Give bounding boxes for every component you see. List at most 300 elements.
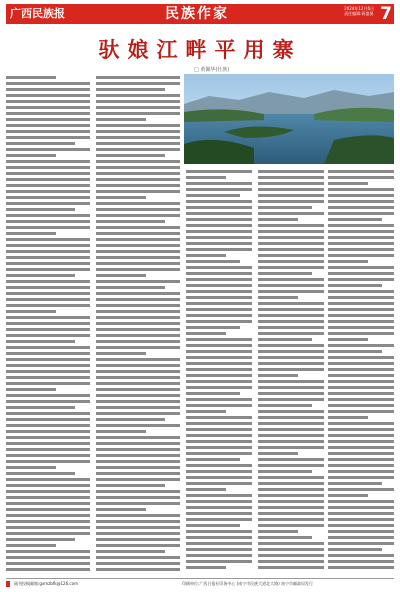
- text-line: [258, 224, 324, 227]
- text-line: [328, 398, 394, 401]
- text-line: [258, 410, 324, 413]
- text-line: [328, 356, 394, 359]
- text-line: [328, 554, 394, 557]
- text-line: [258, 482, 324, 485]
- text-line: [258, 284, 324, 287]
- text-line: [96, 340, 180, 343]
- text-line: [6, 400, 90, 403]
- text-line: [6, 436, 90, 439]
- text-line: [186, 482, 252, 485]
- text-line: [96, 442, 180, 445]
- text-line: [328, 428, 394, 431]
- text-line: [96, 280, 180, 283]
- text-line: [328, 434, 394, 437]
- text-line: [6, 382, 90, 385]
- text-line: [96, 256, 180, 259]
- text-line: [328, 416, 368, 419]
- text-line: [6, 364, 90, 367]
- text-line: [186, 182, 252, 185]
- text-line: [186, 368, 252, 371]
- text-line: [186, 206, 252, 209]
- text-line: [258, 314, 324, 317]
- issue-date: 2024年12月6日: [344, 6, 374, 11]
- text-line: [6, 370, 90, 373]
- text-line: [6, 220, 90, 223]
- text-line: [258, 440, 324, 443]
- text-line: [6, 82, 90, 85]
- text-line: [258, 296, 298, 299]
- text-line: [6, 244, 90, 247]
- text-line: [328, 296, 394, 299]
- text-line: [186, 350, 252, 353]
- text-line: [96, 430, 146, 433]
- text-line: [96, 292, 180, 295]
- text-line: [96, 466, 180, 469]
- text-line: [328, 212, 394, 215]
- text-line: [328, 482, 382, 485]
- text-line: [328, 200, 394, 203]
- text-line: [186, 260, 240, 263]
- paper-name: 广西民族报: [10, 7, 65, 20]
- text-line: [186, 188, 252, 191]
- text-line: [258, 254, 324, 257]
- text-line: [96, 166, 180, 169]
- text-line: [96, 106, 180, 109]
- text-line: [96, 394, 180, 397]
- text-line: [328, 188, 394, 191]
- text-line: [186, 290, 252, 293]
- text-line: [258, 404, 312, 407]
- text-line: [328, 458, 394, 461]
- text-line: [6, 484, 90, 487]
- text-line: [6, 376, 90, 379]
- text-line: [328, 410, 394, 413]
- text-line: [258, 476, 324, 479]
- text-line: [96, 286, 165, 289]
- text-line: [258, 272, 312, 275]
- text-line: [328, 548, 382, 551]
- text-line: [6, 166, 90, 169]
- text-line: [258, 458, 324, 461]
- text-line: [96, 358, 180, 361]
- editor-credit: 责任编辑:蒋盛贤: [344, 11, 374, 16]
- text-line: [328, 272, 394, 275]
- text-line: [186, 374, 252, 377]
- text-line: [6, 544, 56, 547]
- text-line: [96, 400, 180, 403]
- text-line: [186, 230, 252, 233]
- text-line: [96, 148, 180, 151]
- text-line: [96, 220, 165, 223]
- text-line: [258, 290, 324, 293]
- date-block: [344, 6, 374, 16]
- text-line: [328, 266, 394, 269]
- text-line: [6, 274, 75, 277]
- text-line: [186, 218, 252, 221]
- text-line: [6, 460, 90, 463]
- text-line: [6, 556, 90, 559]
- text-line: [258, 500, 324, 503]
- text-line: [328, 320, 394, 323]
- text-line: [6, 226, 90, 229]
- text-line: [6, 304, 90, 307]
- text-line: [328, 440, 394, 443]
- text-line: [258, 494, 324, 497]
- text-line: [96, 160, 180, 163]
- text-line: [6, 298, 90, 301]
- text-line: [6, 424, 90, 427]
- text-line: [6, 208, 75, 211]
- text-line: [6, 316, 90, 319]
- text-line: [96, 208, 180, 211]
- text-line: [6, 430, 90, 433]
- article-byline: □ 黄佩华(壮族): [194, 67, 230, 73]
- text-line: [6, 196, 90, 199]
- text-line: [6, 160, 90, 163]
- text-line: [186, 284, 252, 287]
- text-line: [186, 512, 252, 515]
- printer-info: 印刷单位:广西日报社印务中心 (南宁市民族大道北大路) 南宁市邮政局发行: [182, 581, 314, 586]
- text-line: [96, 418, 165, 421]
- text-line: [328, 392, 394, 395]
- text-line: [328, 254, 394, 257]
- text-line: [96, 544, 180, 547]
- text-line: [96, 190, 180, 193]
- text-line: [6, 340, 75, 343]
- text-line: [6, 118, 90, 121]
- text-line: [258, 380, 324, 383]
- text-line: [6, 388, 56, 391]
- text-line: [96, 310, 180, 313]
- text-line: [328, 218, 382, 221]
- text-line: [328, 230, 394, 233]
- text-line: [96, 154, 165, 157]
- text-line: [258, 242, 324, 245]
- text-line: [258, 368, 324, 371]
- text-line: [96, 76, 180, 79]
- text-line: [258, 338, 312, 341]
- text-line: [328, 194, 394, 197]
- text-line: [186, 314, 252, 317]
- text-line: [6, 88, 90, 91]
- text-line: [96, 130, 180, 133]
- text-line: [186, 434, 252, 437]
- text-line: [6, 142, 75, 145]
- text-line: [6, 106, 90, 109]
- text-line: [258, 446, 324, 449]
- article-title: 驮娘江畔平用寨: [98, 37, 302, 62]
- text-line: [186, 386, 252, 389]
- text-line: [6, 148, 90, 151]
- text-line: [96, 508, 146, 511]
- text-line: [258, 218, 298, 221]
- text-line: [328, 338, 368, 341]
- text-line: [258, 518, 324, 521]
- text-line: [258, 194, 324, 197]
- text-line: [258, 434, 324, 437]
- text-line: [328, 518, 394, 521]
- text-line: [186, 272, 252, 275]
- text-line: [258, 188, 324, 191]
- text-column-4: [258, 170, 324, 574]
- text-line: [328, 452, 394, 455]
- text-column-2: [96, 76, 180, 574]
- text-line: [96, 196, 146, 199]
- text-line: [96, 316, 180, 319]
- text-line: [6, 454, 90, 457]
- text-line: [6, 502, 90, 505]
- text-line: [96, 232, 180, 235]
- text-line: [96, 460, 180, 463]
- text-line: [328, 500, 394, 503]
- text-line: [6, 346, 90, 349]
- text-line: [258, 530, 298, 533]
- text-line: [258, 386, 324, 389]
- text-line: [96, 388, 180, 391]
- text-line: [96, 526, 180, 529]
- text-line: [186, 170, 252, 173]
- text-line: [6, 250, 90, 253]
- text-line: [6, 214, 90, 217]
- text-line: [328, 260, 368, 263]
- text-line: [6, 358, 90, 361]
- text-line: [186, 308, 252, 311]
- text-line: [258, 548, 324, 551]
- text-line: [96, 376, 180, 379]
- text-line: [258, 182, 324, 185]
- text-line: [6, 322, 90, 325]
- text-line: [186, 428, 252, 431]
- text-line: [96, 322, 180, 325]
- text-line: [186, 476, 252, 479]
- text-line: [96, 478, 180, 481]
- text-line: [328, 536, 394, 539]
- text-line: [6, 496, 90, 499]
- footer-accent: [6, 581, 10, 587]
- text-line: [6, 514, 90, 517]
- text-line: [258, 200, 324, 203]
- text-line: [96, 502, 180, 505]
- text-line: [96, 118, 146, 121]
- text-line: [186, 518, 252, 521]
- text-line: [6, 568, 90, 571]
- text-line: [6, 280, 90, 283]
- text-line: [96, 514, 180, 517]
- text-line: [96, 238, 180, 241]
- text-line: [328, 386, 394, 389]
- text-line: [96, 304, 180, 307]
- text-line: [6, 490, 90, 493]
- text-column-3: [186, 170, 252, 574]
- text-line: [258, 308, 324, 311]
- text-line: [258, 512, 324, 515]
- text-line: [186, 332, 226, 335]
- text-line: [186, 548, 252, 551]
- text-line: [186, 566, 226, 569]
- text-line: [6, 310, 56, 313]
- text-line: [6, 472, 75, 475]
- text-line: [96, 346, 180, 349]
- text-line: [96, 226, 180, 229]
- text-line: [96, 178, 180, 181]
- text-line: [186, 200, 252, 203]
- text-line: [96, 334, 180, 337]
- text-line: [186, 326, 240, 329]
- text-line: [258, 212, 324, 215]
- text-line: [328, 344, 394, 347]
- text-line: [6, 94, 90, 97]
- text-line: [258, 536, 312, 539]
- text-line: [328, 248, 394, 251]
- text-column-5: [328, 170, 394, 574]
- text-line: [186, 542, 252, 545]
- text-line: [186, 554, 252, 557]
- text-line: [258, 236, 324, 239]
- submission-email: 副刊投稿邮箱:gxmzbfk@126.com: [14, 581, 78, 586]
- text-line: [328, 494, 368, 497]
- text-line: [328, 470, 394, 473]
- text-line: [328, 476, 394, 479]
- text-line: [258, 488, 324, 491]
- text-line: [96, 484, 165, 487]
- text-line: [328, 182, 368, 185]
- text-line: [186, 392, 240, 395]
- text-line: [328, 362, 394, 365]
- text-line: [96, 556, 180, 559]
- text-line: [96, 550, 165, 553]
- text-line: [258, 428, 324, 431]
- text-line: [258, 206, 312, 209]
- text-line: [328, 236, 394, 239]
- text-line: [186, 416, 252, 419]
- text-line: [6, 112, 90, 115]
- text-line: [328, 506, 394, 509]
- text-line: [258, 422, 324, 425]
- text-line: [258, 416, 324, 419]
- text-line: [258, 326, 324, 329]
- text-line: [96, 142, 180, 145]
- text-line: [6, 130, 90, 133]
- text-line: [258, 266, 324, 269]
- text-line: [96, 244, 180, 247]
- text-line: [6, 412, 90, 415]
- text-line: [328, 488, 394, 491]
- text-line: [328, 242, 394, 245]
- text-line: [186, 344, 252, 347]
- text-line: [328, 314, 394, 317]
- text-line: [6, 562, 90, 565]
- newspaper-page: [6, 4, 394, 588]
- text-line: [186, 194, 240, 197]
- text-line: [328, 308, 394, 311]
- text-line: [258, 260, 324, 263]
- text-line: [96, 172, 180, 175]
- text-line: [96, 214, 180, 217]
- text-line: [186, 494, 252, 497]
- text-line: [328, 290, 394, 293]
- text-line: [258, 464, 324, 467]
- text-line: [6, 154, 56, 157]
- text-line: [258, 344, 324, 347]
- text-line: [328, 302, 394, 305]
- text-line: [258, 302, 324, 305]
- text-line: [6, 406, 75, 409]
- text-line: [328, 464, 394, 467]
- text-line: [186, 440, 252, 443]
- text-line: [258, 374, 298, 377]
- text-line: [6, 532, 90, 535]
- text-line: [328, 380, 394, 383]
- text-line: [186, 248, 252, 251]
- text-line: [258, 332, 324, 335]
- text-line: [258, 350, 324, 353]
- text-line: [186, 224, 252, 227]
- text-line: [96, 472, 180, 475]
- text-line: [96, 352, 146, 355]
- text-line: [6, 100, 90, 103]
- text-line: [96, 202, 180, 205]
- text-line: [96, 406, 180, 409]
- text-line: [328, 566, 394, 569]
- text-line: [328, 446, 394, 449]
- text-line: [96, 454, 180, 457]
- text-line: [96, 298, 180, 301]
- text-line: [258, 542, 324, 545]
- text-line: [186, 404, 252, 407]
- text-line: [6, 394, 90, 397]
- text-line: [328, 560, 394, 563]
- text-line: [6, 232, 56, 235]
- text-line: [186, 356, 252, 359]
- text-line: [6, 448, 90, 451]
- text-line: [186, 458, 240, 461]
- text-line: [186, 338, 252, 341]
- text-line: [258, 470, 312, 473]
- text-line: [96, 412, 180, 415]
- text-line: [258, 560, 324, 563]
- text-line: [258, 452, 298, 455]
- text-line: [186, 506, 252, 509]
- text-line: [96, 370, 180, 373]
- text-line: [186, 446, 252, 449]
- text-line: [6, 418, 90, 421]
- text-line: [6, 286, 90, 289]
- text-line: [6, 256, 90, 259]
- text-line: [258, 356, 324, 359]
- text-line: [328, 170, 394, 173]
- text-line: [258, 248, 324, 251]
- text-line: [96, 538, 180, 541]
- text-line: [6, 268, 90, 271]
- text-line: [186, 536, 252, 539]
- text-line: [258, 278, 324, 281]
- text-line: [186, 302, 252, 305]
- text-line: [96, 136, 180, 139]
- text-line: [6, 172, 90, 175]
- text-line: [328, 284, 382, 287]
- text-line: [6, 184, 90, 187]
- text-line: [186, 236, 252, 239]
- text-line: [328, 278, 394, 281]
- text-line: [328, 350, 382, 353]
- text-line: [6, 508, 90, 511]
- text-line: [328, 224, 394, 227]
- text-line: [328, 404, 394, 407]
- text-line: [186, 410, 226, 413]
- text-line: [6, 136, 90, 139]
- text-line: [96, 328, 180, 331]
- text-line: [186, 470, 252, 473]
